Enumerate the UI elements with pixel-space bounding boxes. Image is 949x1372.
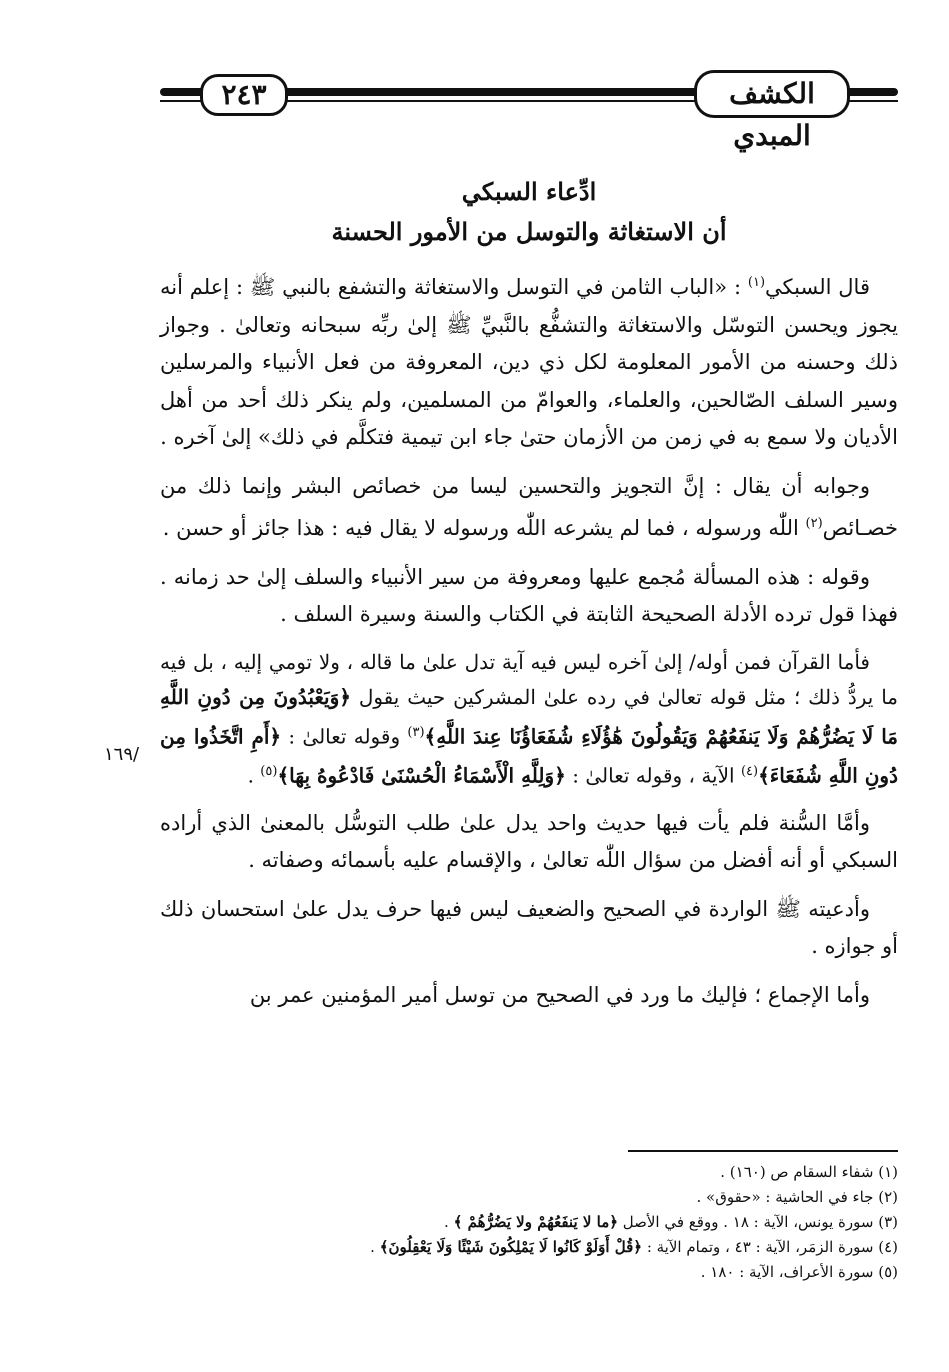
footnote-ref: (١): [747, 275, 766, 290]
section-title: ادِّعاء السبكي: [461, 177, 597, 206]
text-run: وأمَّا السُّنة فلم يأت فيها حديث واحد يدل علىٰ طلب التوسُّل بالمعنىٰ الذي أراده السبكي أو أنه أفضل من سؤال اللّٰه تعالىٰ ، والإقسام عليه بأسمائه وصفاته .: [160, 810, 898, 873]
text-run: شفاء السقام ص (١٦٠) .: [720, 1163, 879, 1181]
footnote-separator: [628, 1150, 898, 1152]
footnote-ref: (٤): [740, 764, 759, 780]
paragraph: [160, 468, 898, 548]
footnote-ref: (٣): [407, 724, 425, 740]
text-run: سورة الأعراف، الآية : ١٨٠ .: [700, 1263, 879, 1281]
text-run: وجوابه أن يقال : إنَّ التجويز والتحسين ليسا من خصائص البشر وإنما ذلك من خصـائص: [160, 473, 898, 540]
quran-quote: ﴿قُلْ أَوَلَوْ كَانُوا لَا يَمْلِكُونَ شَيْئًا وَلَا يَعْقِلُونَ﴾: [379, 1238, 643, 1256]
text-run: سورة الزمَر، الآية : ٤٣ ، وتمام الآية :: [642, 1238, 879, 1256]
quran-quote: ﴿ما لا يَنفَعُهُمْ ولا يَضُرُّهُمْ ﴾: [453, 1213, 619, 1231]
footnote: [160, 1185, 898, 1210]
text-run: الآية ، وقوله تعالىٰ :: [565, 763, 741, 788]
text-run: قال السبكي: [765, 275, 870, 299]
paragraph-list: [160, 264, 898, 1014]
footnote-ref: (٥): [260, 764, 278, 780]
page-number: ٢٤٣: [200, 74, 288, 116]
footnote: [160, 1210, 898, 1235]
footnote-ref: (٢): [805, 516, 823, 531]
paragraph: [160, 264, 898, 457]
text-run: .: [370, 1238, 380, 1256]
running-header: [160, 70, 898, 152]
paragraph: [160, 645, 898, 794]
text-run: جاء في الحاشية : «حقوق» .: [696, 1188, 879, 1206]
footnote: [160, 1160, 898, 1185]
manuscript-page-marker: ١٦٩/: [104, 744, 140, 765]
main-text: [160, 172, 898, 1025]
text-run: وأدعيته ﷺ الواردة في الصحيح والضعيف ليس فيها حرف يدل علىٰ استحسان ذلك أو جوازه .: [160, 896, 898, 959]
paragraph: [160, 559, 898, 634]
text-run: : «الباب الثامن في التوسل والاستغاثة والتشفع بالنبي ﷺ : إعلم أنه يجوز ويحسن التوسّل والاستغاثة والتشفُّع بالنَّبيِّ ﷺ إلىٰ ربِّه سبحانه وتعالىٰ . وجواز ذلك وحسنه من الأمور المعلومة لكل ذي دين، المعروفة من فعل الأنبياء والمرسلين وسير السلف الصّالحين، والعلماء، والعوامّ من المسلمين، ولم ينكر ذلك أحد من أهل الأديان ولا سمع به في زمن من الأزمان حتىٰ جاء ابن تيمية فتكلَّم في ذلك» إلىٰ آخره .: [160, 275, 898, 449]
paragraph: [160, 805, 898, 880]
quran-quote: ﴿وَيَعْبُدُونَ مِن دُونِ اللَّهِ مَا لَا يَضُرُّهُمْ وَلَا يَنفَعُهُمْ وَيَقُولُونَ هَٰؤُلَاءِ شُفَعَاؤُنَا عِندَ اللَّهِ﴾: [160, 684, 899, 749]
text-run: سورة يونس، الآية : ١٨ . ووقع في الأصل: [618, 1213, 879, 1231]
text-run: فأما القرآن فمن أوله/ إلىٰ آخره ليس فيه آية تدل علىٰ ما قاله ، ولا تومي إليه ، بل فيه ما يردُّ ذلك ؛ مثل قوله تعالىٰ في رده علىٰ المشركين حيث يقول: [160, 649, 898, 709]
footnote-number: (١): [878, 1163, 898, 1181]
footnotes: [160, 1160, 898, 1285]
footnote-number: (٤): [878, 1238, 898, 1256]
footnote: [160, 1235, 898, 1260]
footnote-number: (٢): [878, 1188, 898, 1206]
footnote-number: (٣): [878, 1213, 898, 1231]
text-run: اللّٰه ورسوله ، فما لم يشرعه اللّٰه ورسوله لا يقال فيه : هذا جائز أو حسن .: [162, 516, 806, 540]
text-run: .: [444, 1213, 454, 1231]
paragraph: [160, 977, 898, 1015]
quran-quote: ﴿وَلِلَّهِ الْأَسْمَاءُ الْحُسْنَىٰ فَادْعُوهُ بِهَا﴾: [277, 763, 566, 788]
text-run: وقوله تعالىٰ :: [281, 724, 408, 749]
paragraph: [160, 891, 898, 966]
text-run: .: [247, 763, 261, 788]
quran-quote: ﴿أَمِ اتَّخَذُوا مِن دُونِ اللَّهِ شُفَعَاءَ﴾: [160, 724, 898, 788]
text-run: وقوله : هذه المسألة مُجمع عليها ومعروفة من سير الأنبياء والسلف إلىٰ حد زمانه . فهذا قول ترده الأدلة الصحيحة الثابتة في الكتاب والسنة وسيرة السلف .: [160, 564, 898, 626]
book-title: الكشف المبدي: [694, 70, 850, 118]
footnote-number: (٥): [878, 1263, 898, 1281]
section-subtitle: أن الاستغاثة والتوسل من الأمور الحسنة: [331, 217, 727, 246]
footnote: [160, 1260, 898, 1285]
text-run: وأما الإجماع ؛ فإليك ما ورد في الصحيح من توسل أمير المؤمنين عمر بن: [249, 982, 870, 1007]
